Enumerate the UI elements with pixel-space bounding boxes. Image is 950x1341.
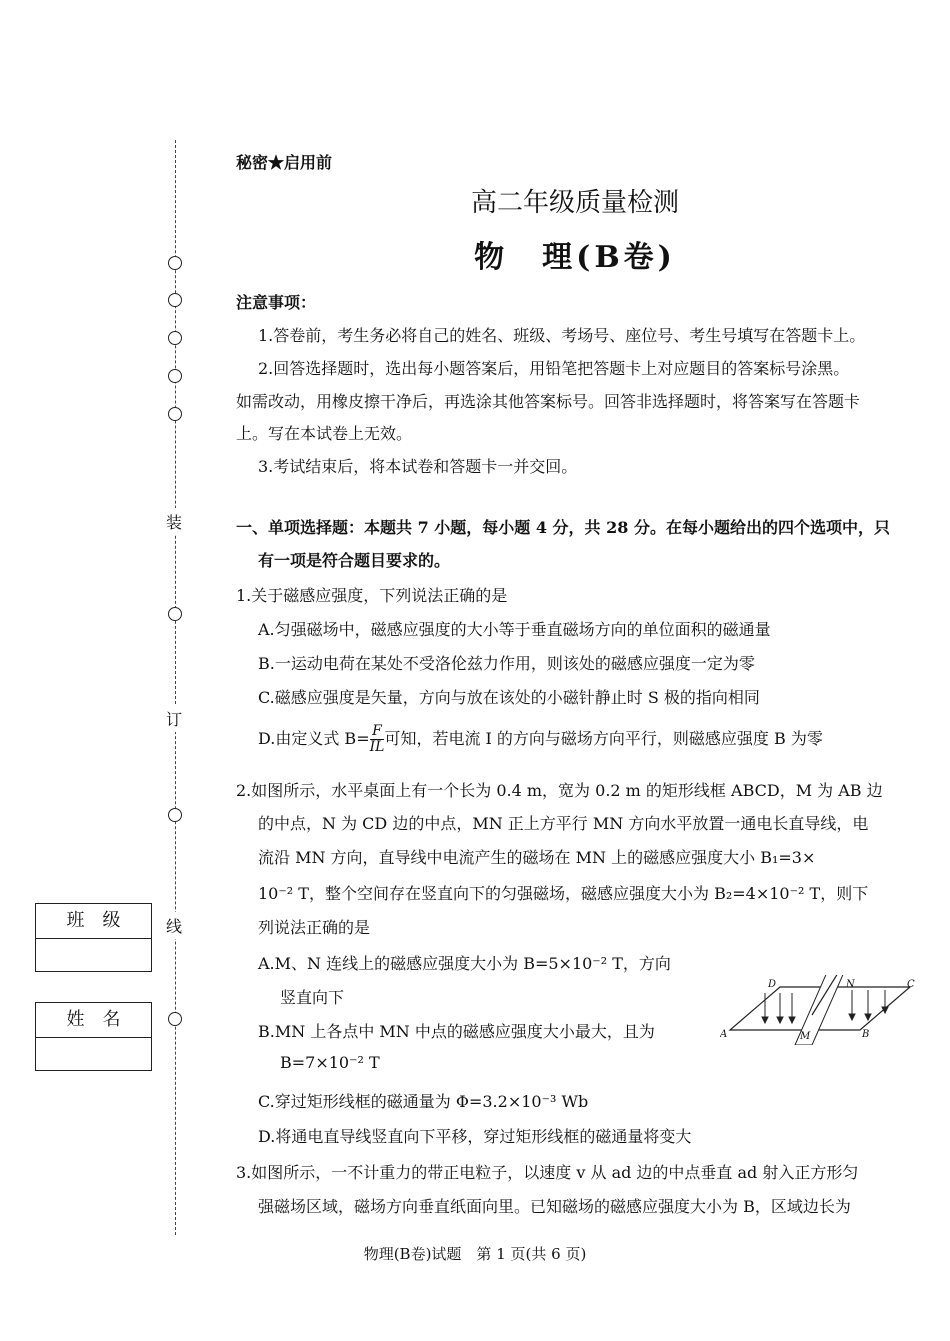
name-blank xyxy=(36,1038,151,1070)
q2-option-b-cont: B=7×10⁻² T xyxy=(280,1053,380,1072)
q1-d-prefix: D.由定义式 B= xyxy=(258,729,370,748)
binding-hole xyxy=(168,369,182,383)
fig-label-m: M xyxy=(800,1031,811,1042)
binding-hole xyxy=(168,607,182,621)
page-footer: 物理(B卷)试题 第 1 页(共 6 页) xyxy=(363,1245,587,1263)
fig-label-n: N xyxy=(846,979,855,990)
q2-frame-figure xyxy=(720,975,920,1045)
q2-stem-5: 列说法正确的是 xyxy=(258,918,371,937)
q2-stem-2: 的中点，N 为 CD 边的中点，MN 正上方平行 MN 方向水平放置一通电长直导线，电 xyxy=(258,814,869,833)
class-blank xyxy=(36,939,151,971)
name-box xyxy=(35,1002,152,1071)
subject-title: 物 理(B卷) xyxy=(474,240,676,275)
q1-fraction xyxy=(370,724,385,755)
section-heading: 一、单项选择题：本题共 7 小题，每小题 4 分，共 28 分。在每小题给出的四个选项中，只 xyxy=(236,518,890,537)
q1-option-d xyxy=(258,724,823,755)
q2-option-c: C.穿过矩形线框的磁通量为 Φ=3.2×10⁻³ Wb xyxy=(258,1092,589,1111)
q3-stem-2: 强磁场区域，磁场方向垂直纸面向里。已知磁场的磁感应强度大小为 B，区域边长为 xyxy=(258,1197,851,1216)
fig-label-b: B xyxy=(862,1029,870,1040)
binding-hole xyxy=(168,808,182,822)
notice-item: 3.考试结束后，将本试卷和答题卡一并交回。 xyxy=(258,457,578,476)
q2-stem-3: 流沿 MN 方向，直导线中电流产生的磁场在 MN 上的磁感应强度大小 B₁=3× xyxy=(258,848,816,867)
binding-hole xyxy=(168,407,182,421)
section-heading-cont: 有一项是符合题目要求的。 xyxy=(258,551,451,570)
binding-hole xyxy=(168,331,182,345)
q1-frac-num: F xyxy=(370,724,385,740)
q2-option-a: A.M、N 连线上的磁感应强度大小为 B=5×10⁻² T，方向 xyxy=(258,954,671,973)
q2-option-d: D.将通电直导线竖直向下平移，穿过矩形线框的磁通量将变大 xyxy=(258,1127,692,1146)
class-box xyxy=(35,903,152,972)
notice-item: 1.答卷前，考生务必将自己的姓名、班级、考场号、座位号、考生号填写在答题卡上。 xyxy=(258,326,866,345)
exam-title: 高二年级质量检测 xyxy=(470,188,679,218)
q2-option-a-cont: 竖直向下 xyxy=(280,988,345,1007)
binding-hole xyxy=(168,293,182,307)
name-label: 姓 名 xyxy=(36,1003,151,1038)
fig-label-a: A xyxy=(720,1029,728,1040)
q1-stem: 1.关于磁感应强度，下列说法正确的是 xyxy=(236,586,508,605)
q1-d-suffix: 可知，若电流 I 的方向与磁场方向平行，则磁感应强度 B 为零 xyxy=(384,729,823,748)
q1-option-c: C.磁感应强度是矢量，方向与放在该处的小磁针静止时 S 极的指向相同 xyxy=(258,688,760,707)
q1-frac-den: IL xyxy=(369,739,385,755)
q1-option-a: A.匀强磁场中，磁感应强度的大小等于垂直磁场方向的单位面积的磁通量 xyxy=(258,620,771,639)
binding-char-xian: 线 xyxy=(166,912,182,939)
notice-item: 上。写在本试卷上无效。 xyxy=(236,424,413,443)
q1-option-b: B.一运动电荷在某处不受洛伦兹力作用，则该处的磁感应强度一定为零 xyxy=(258,654,755,673)
fig-label-c: C xyxy=(907,979,915,990)
class-label: 班 级 xyxy=(36,904,151,939)
q2-option-b: B.MN 上各点中 MN 中点的磁感应强度大小最大，且为 xyxy=(258,1022,655,1041)
notice-item: 如需改动，用橡皮擦干净后，再选涂其他答案标号。回答非选择题时，将答案写在答题卡 xyxy=(236,392,861,411)
binding-hole xyxy=(168,1012,182,1026)
binding-char-zhuang: 装 xyxy=(166,508,182,535)
notice-item: 2.回答选择题时，选出每小题答案后，用铅笔把答题卡上对应题目的答案标号涂黑。 xyxy=(258,359,850,378)
q3-stem-1: 3.如图所示，一不计重力的带正电粒子，以速度 v 从 ad 边的中点垂直 ad 射入正方形匀 xyxy=(236,1163,859,1182)
notice-title: 注意事项： xyxy=(236,293,317,312)
binding-char-ding: 订 xyxy=(166,705,182,732)
q2-stem-4: 10⁻² T，整个空间存在竖直向下的匀强磁场，磁感应强度大小为 B₂=4×10⁻² T，则下 xyxy=(258,884,869,903)
q2-stem-1: 2.如图所示，水平桌面上有一个长为 0.4 m，宽为 0.2 m 的矩形线框 ABCD，M 为 AB 边 xyxy=(236,781,883,800)
secret-mark: 秘密★启用前 xyxy=(236,153,333,172)
fig-label-d: D xyxy=(768,979,777,990)
